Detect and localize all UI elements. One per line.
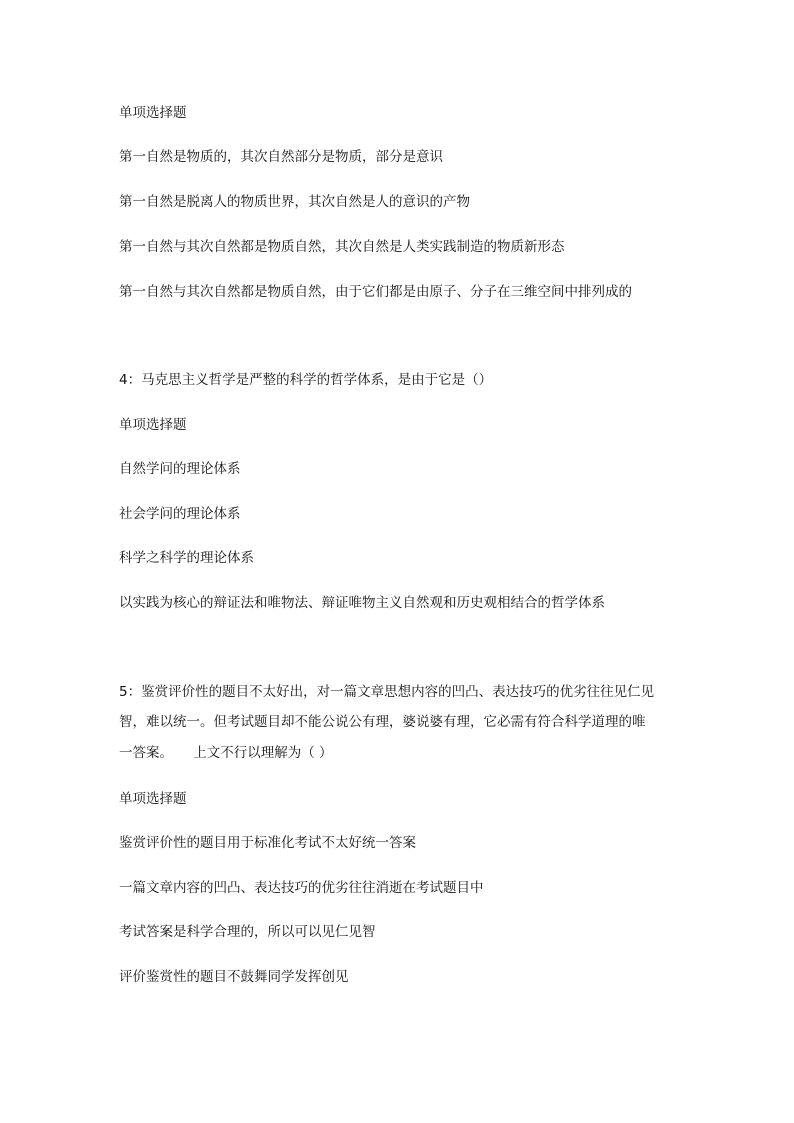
q5-question-line-2: 智，难以统一。但考试题目却不能公说公有理，婆说婆有理，它必需有符合科学道理的唯 (119, 714, 646, 730)
q3-type-label: 单项选择题 (119, 105, 187, 121)
q4-option-a: 自然学问的理论体系 (119, 461, 241, 477)
q4-option-c: 科学之科学的理论体系 (119, 550, 254, 566)
q5-option-a: 鉴赏评价性的题目用于标准化考试不太好统一答案 (119, 835, 416, 851)
q5-option-d: 评价鉴赏性的题目不鼓舞同学发挥创见 (119, 969, 349, 985)
q3-option-c: 第一自然与其次自然都是物质自然，其次自然是人类实践制造的物质新形态 (119, 239, 565, 255)
q3-option-b: 第一自然是脱离人的物质世界，其次自然是人的意识的产物 (119, 194, 470, 210)
q4-question: 4：马克思主义哲学是严整的科学的哲学体系，是由于它是（） (119, 372, 493, 388)
q5-question-line-1: 5：鉴赏评价性的题目不太好出，对一篇文章思想内容的凹凸、表达技巧的优劣往往见仁见 (119, 684, 655, 700)
q3-option-a: 第一自然是物质的，其次自然部分是物质，部分是意识 (119, 149, 443, 165)
q5-type-label: 单项选择题 (119, 791, 187, 807)
q5-option-c: 考试答案是科学合理的，所以可以见仁见智 (119, 924, 376, 940)
q4-type-label: 单项选择题 (119, 417, 187, 433)
q4-option-d: 以实践为核心的辩证法和唯物法、辩证唯物主义自然观和历史观相结合的哲学体系 (119, 595, 605, 611)
q3-option-d: 第一自然与其次自然都是物质自然，由于它们都是由原子、分子在三维空间中排列成的 (119, 284, 632, 300)
q5-question-line-3: 一答案。 上文不行以理解为（ ） (119, 745, 333, 761)
q5-option-b: 一篇文章内容的凹凸、表达技巧的优劣往往消逝在考试题目中 (119, 880, 484, 896)
q4-option-b: 社会学问的理论体系 (119, 506, 241, 522)
